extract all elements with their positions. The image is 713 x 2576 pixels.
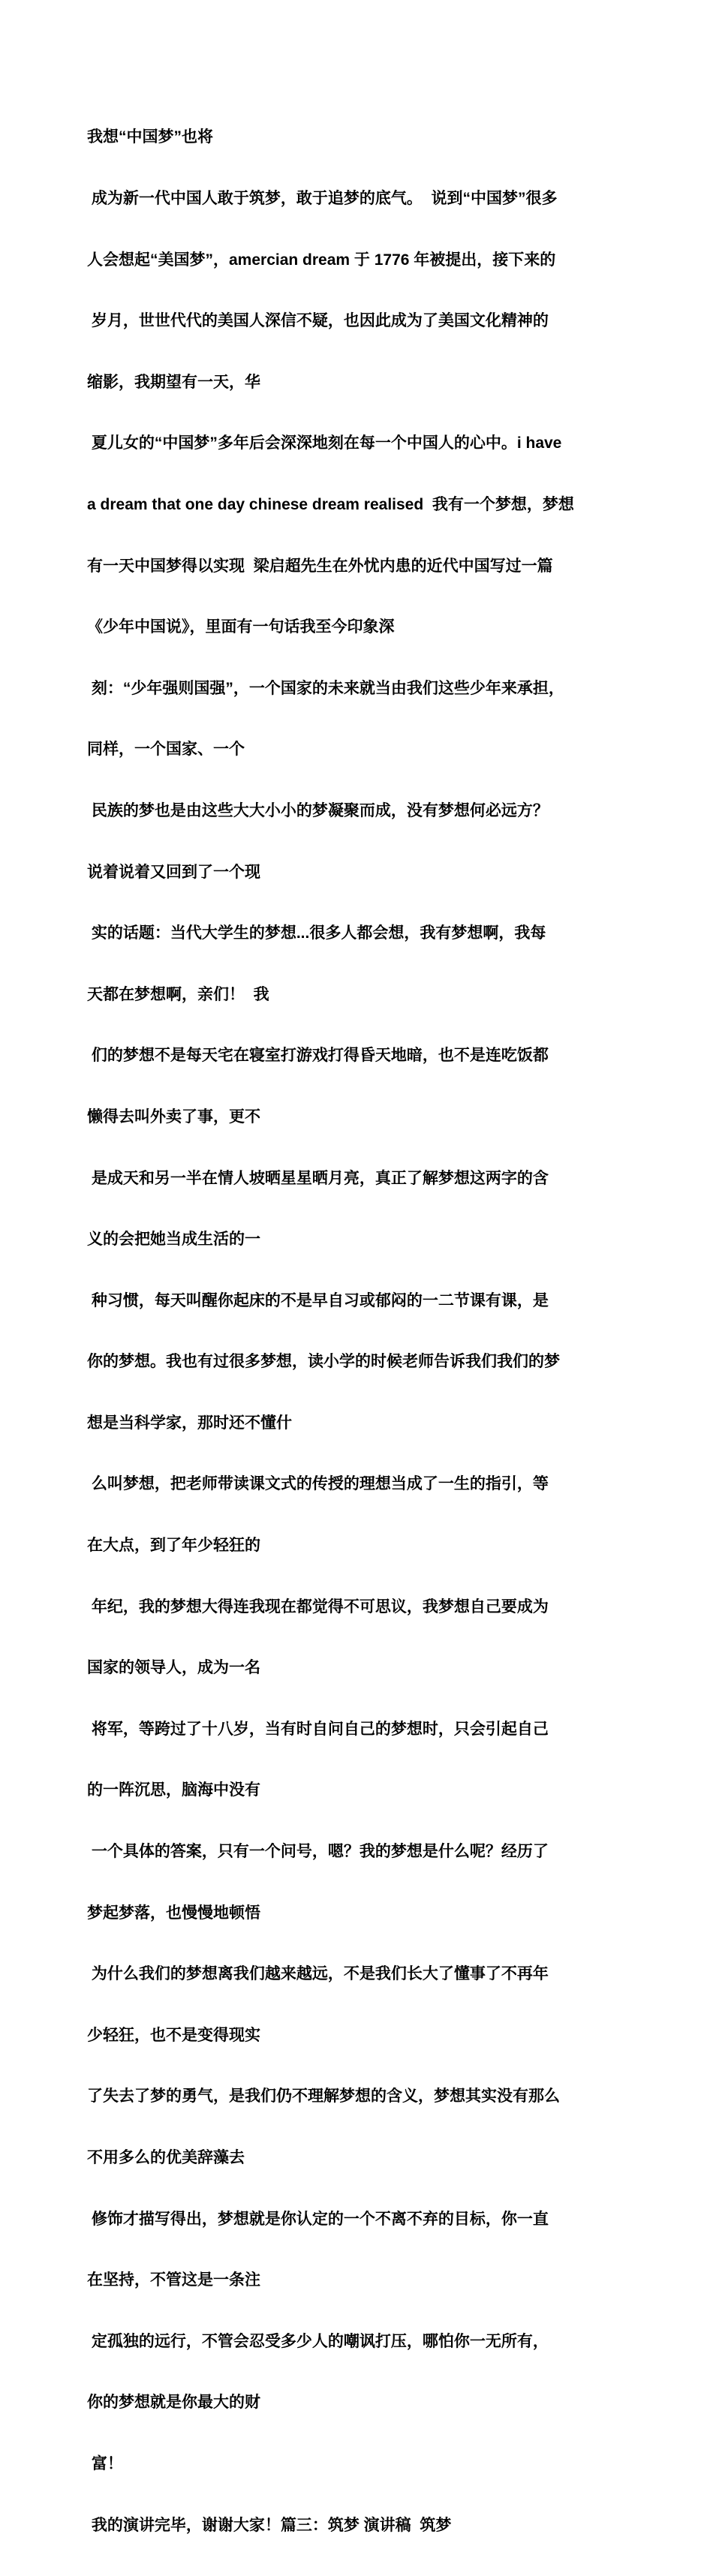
text-line: 为什么我们的梦想离我们越来越远，不是我们长大了懂事了不再年: [87, 1965, 549, 1983]
text-line: 么叫梦想，把老师带读课文式的传授的理想当成了一生的指引，等: [87, 1475, 549, 1493]
text-line: 你的梦想。我也有过很多梦想，读小学的时候老师告诉我们我们的梦: [87, 1353, 560, 1371]
text-line: 夏儿女的“中国梦”多年后会深深地刻在每一个中国人的心中。i have: [87, 434, 562, 452]
text-line: 定孤独的远行，不管会忍受多少人的嘲讽打压，哪怕你一无所有，: [87, 2332, 549, 2350]
text-line: 天都在梦想啊，亲们！ 我: [87, 985, 269, 1003]
text-line: 民族的梦也是由这些大大小小的梦凝聚而成，没有梦想何必远方？: [87, 801, 549, 819]
text-line: 不用多么的优美辞藻去: [87, 2149, 245, 2166]
text-line: 是成天和另一半在情人坡晒星星晒月亮，真正了解梦想这两字的含: [87, 1169, 549, 1187]
text-line: 一个具体的答案，只有一个问号，嗯？我的梦想是什么呢？经历了: [87, 1843, 549, 1861]
text-line: 国家的领导人，成为一名: [87, 1659, 260, 1677]
text-line: 少轻狂，也不是变得现实: [87, 2026, 260, 2044]
text-line: 在坚持，不管这是一条注: [87, 2271, 260, 2289]
text-line: 岁月，世世代代的美国人深信不疑，也因此成为了美国文化精神的: [87, 312, 549, 330]
text-line: 成为新一代中国人敢于筑梦，敢于追梦的底气。 说到“中国梦”很多: [87, 190, 558, 207]
text-line: 我想“中国梦”也将: [87, 128, 213, 146]
text-line: a dream that one day chinese dream realised 我有一个梦想，梦想: [87, 495, 574, 513]
text-line: 梦起梦落，也慢慢地顿悟: [87, 1904, 260, 1922]
document-body: [87, 86, 629, 2576]
text-line: 实的话题：当代大学生的梦想...很多人都会想，我有梦想啊，我每: [87, 924, 546, 942]
text-line: 想是当科学家，那时还不懂什: [87, 1414, 292, 1432]
text-line: 在大点，到了年少轻狂的: [87, 1537, 260, 1555]
text-line: 人会想起“美国梦”，amercian dream 于 1776 年被提出，接下来的: [87, 251, 556, 269]
text-line: 刻：“少年强则国强”，一个国家的未来就当由我们这些少年来承担，: [87, 679, 564, 697]
text-line: 同样，一个国家、一个: [87, 741, 245, 759]
text-line: 将军，等跨过了十八岁，当有时自问自己的梦想时，只会引起自己: [87, 1720, 549, 1738]
text-line: 我的演讲完毕，谢谢大家！篇三：筑梦 演讲稿 筑梦: [87, 2516, 452, 2534]
text-line: 了失去了梦的勇气，是我们仍不理解梦想的含义，梦想其实没有那么: [87, 2088, 560, 2106]
text-line: 有一天中国梦得以实现 梁启超先生在外忧内患的近代中国写过一篇: [87, 557, 553, 575]
text-line: 种习惯，每天叫醒你起床的不是早自习或郁闷的一二节课有课，是: [87, 1291, 549, 1309]
text-line: 们的梦想不是每天宅在寝室打游戏打得昏天地暗，也不是连吃饭都: [87, 1047, 549, 1065]
text-line: 缩影，我期望有一天，华: [87, 373, 260, 391]
text-line: 《少年中国说》，里面有一句话我至今印象深: [87, 618, 395, 636]
text-line: 年纪，我的梦想大得连我现在都觉得不可思议，我梦想自己要成为: [87, 1598, 549, 1616]
text-line: 修饰才描写得出，梦想就是你认定的一个不离不弃的目标，你一直: [87, 2210, 549, 2228]
text-line: 你的梦想就是你最大的财: [87, 2394, 260, 2412]
text-line: 义的会把她当成生活的一: [87, 1231, 260, 1249]
text-line: 懒得去叫外卖了事，更不: [87, 1108, 260, 1126]
text-line: 说着说着又回到了一个现: [87, 863, 260, 881]
text-line: 富！: [87, 2454, 123, 2472]
text-line: 的一阵沉思，脑海中没有: [87, 1781, 260, 1799]
